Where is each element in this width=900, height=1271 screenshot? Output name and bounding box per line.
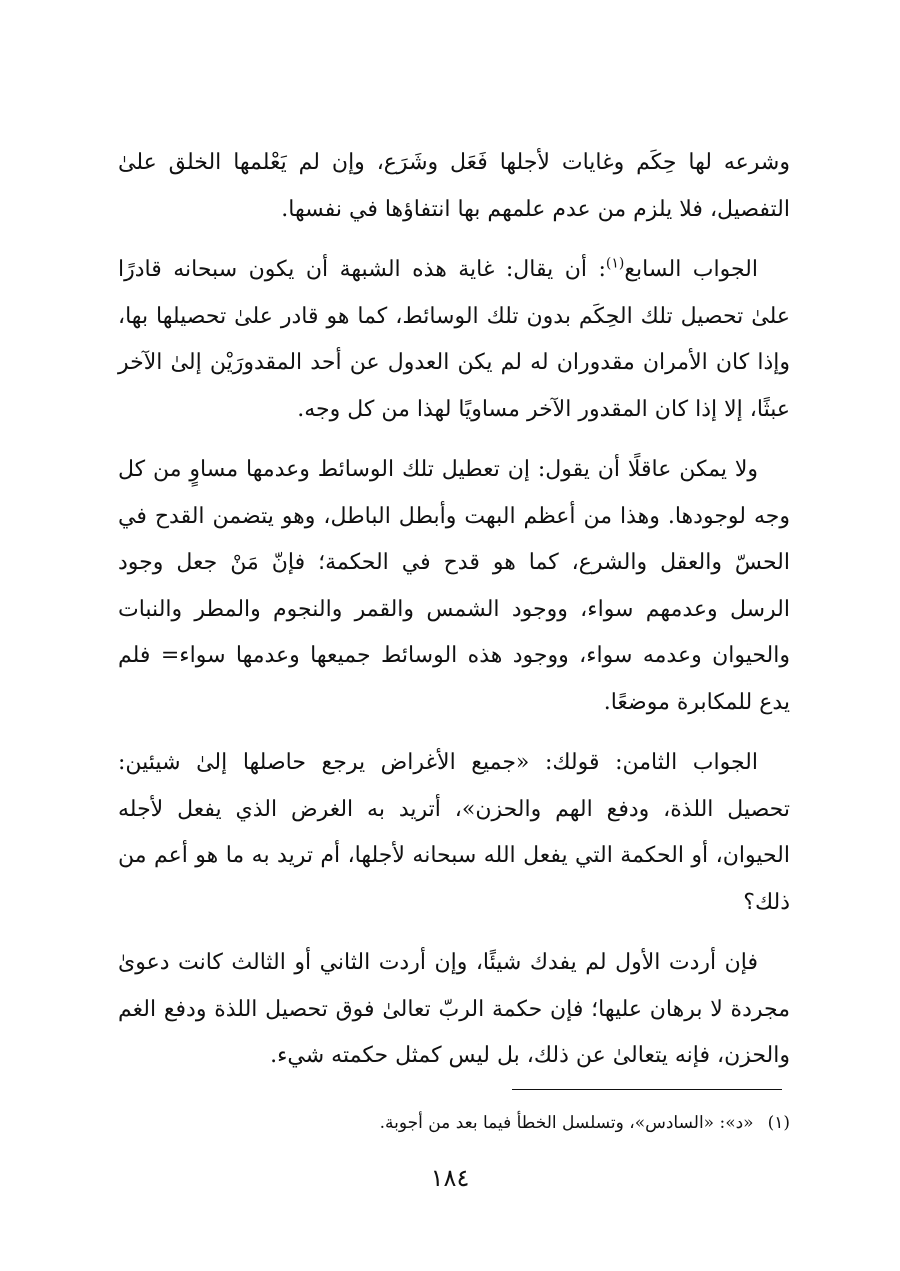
paragraph-1: [118, 140, 790, 233]
answer-seven-heading: الجواب السابع: [624, 257, 758, 282]
footnote-reference[interactable]: (١): [605, 255, 625, 272]
paragraph-5-text: فإن أردت الأول لم يفدك شيئًا، وإن أردت الثاني أو الثالث كانت دعوىٰ مجردة لا برهان عليها؛ فإن حكمة الربّ تعالىٰ فوق تحصيل اللذة ودفع الغم والحزن، فإنه يتعالىٰ عن ذلك، بل ليس كمثل حكمته شيء.: [118, 950, 790, 1068]
paragraph-3: [118, 447, 790, 726]
paragraph-3-text: ولا يمكن عاقلًا أن يقول: إن تعطيل تلك الوسائط وعدمها مساوٍ من كل وجه لوجودها. وهذا من أعظم البهت وأبطل الباطل، وهو يتضمن القدح في الحسّ والعقل والشرع، كما هو قدح في الحكمة؛ فإنّ مَنْ جعل وجود الرسل وعدمهم سواء، ووجود الشمس والقمر والنجوم والمطر والنبات والحيوان وعدمه سواء، ووجود هذه الوسائط جميعها وعدمها سواء= فلم يدع للمكابرة موضعًا.: [118, 457, 790, 715]
paragraph-5: [118, 940, 790, 1080]
footnote: [118, 1108, 790, 1138]
footnote-number: (١): [767, 1113, 790, 1133]
page-number: ١٨٤: [430, 1164, 470, 1192]
paragraph-2-text: : أن يقال: غاية هذه الشبهة أن يكون سبحانه قادرًا علىٰ تحصيل تلك الحِكَم بدون تلك الوسائط، كما هو قادر علىٰ تحصيلها بها، وإذا كان الأمران مقدوران له لم يكن العدول عن أحد المقدورَيْن إلىٰ الآخر عبثًا، إلا إذا كان المقدور الآخر مساويًا لهذا من كل وجه.: [118, 257, 790, 422]
paragraph-4: [118, 740, 790, 926]
footnote-text: «د»: «السادس»، وتسلسل الخطأ فيما بعد من أجوبة.: [379, 1113, 754, 1133]
paragraph-1-text: وشرعه لها حِكَم وغايات لأجلها فَعَل وشَرَع، وإن لم يَعْلمها الخلق علىٰ التفصيل، فلا يلزم من عدم علمهم بها انتفاؤها في نفسها.: [118, 150, 790, 222]
main-text: [118, 140, 790, 1094]
paragraph-4-text: الجواب الثامن: قولك: «جميع الأغراض يرجع حاصلها إلىٰ شيئين: تحصيل اللذة، ودفع الهم والحزن»، أتريد به الغرض الذي يفعل لأجله الحيوان، أو الحكمة التي يفعل الله سبحانه لأجلها، أم تريد به ما هو أعم من ذلك؟: [118, 750, 790, 915]
paragraph-2: [118, 247, 790, 433]
footnote-divider: [512, 1089, 782, 1090]
